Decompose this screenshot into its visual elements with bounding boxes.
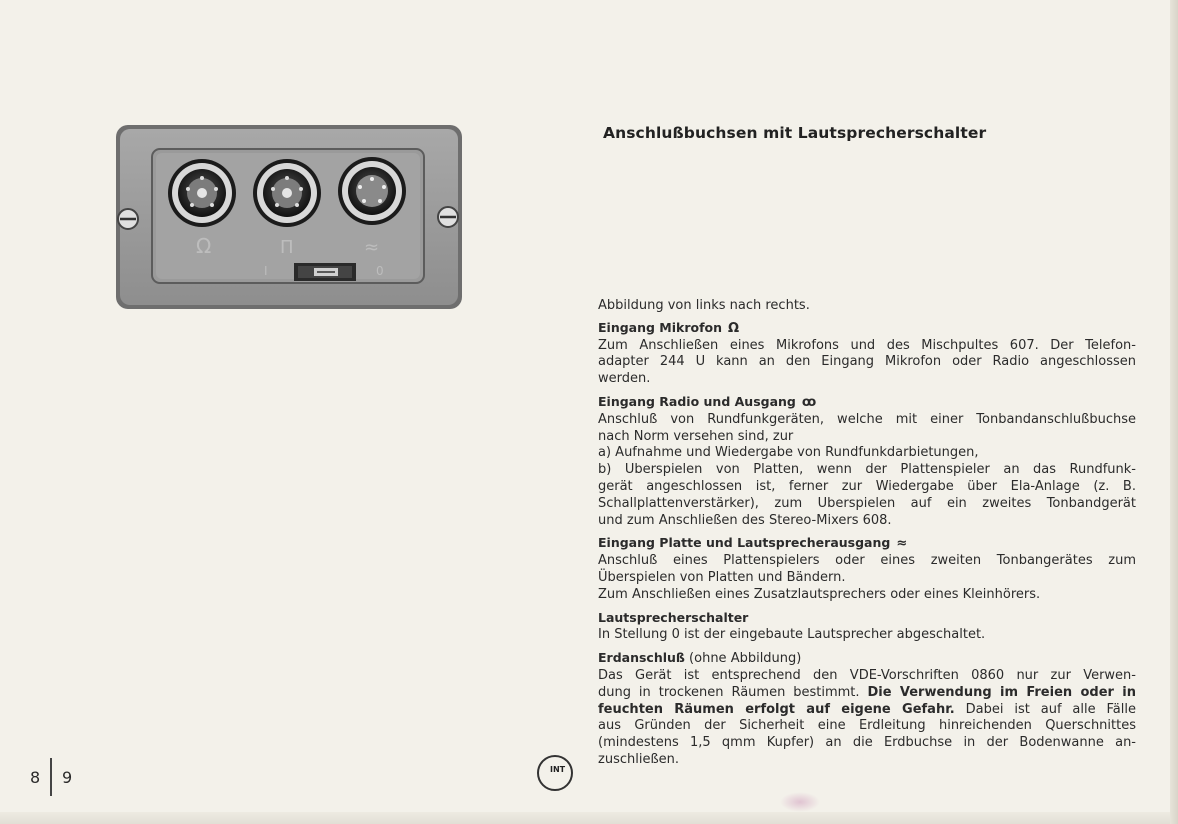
microphone-jack	[168, 159, 236, 227]
section-title-row	[598, 610, 1136, 628]
radio-symbol-icon: ꝏ	[801, 394, 817, 410]
section-speaker-switch	[598, 610, 1136, 645]
text-line: und zum Anschließen des Stereo-Mixers 608.	[598, 512, 892, 528]
phono-jack	[338, 157, 406, 225]
text-line: aus Gründen der Sicherheit eine Erdleitung hinreichenden Querschnittes	[598, 718, 1136, 734]
svg-text:I: I	[264, 264, 268, 278]
text-line: gerät angeschlossen ist, ferner zur Wiedergabe über Ela-Anlage (z. B.	[598, 478, 1136, 494]
svg-text:Ω: Ω	[196, 234, 212, 258]
section-title-row	[598, 535, 1136, 553]
text-segment: Dabei ist auf alle Fälle	[954, 701, 1136, 717]
text-line: Zum Anschließen eines Zusatzlautsprechers oder eines Kleinhörers.	[598, 586, 1041, 602]
svg-text:П: П	[280, 237, 294, 258]
body-text	[598, 298, 1136, 775]
text-segment: dung in trockenen Räumen bestimmt.	[598, 684, 868, 700]
int-logo	[537, 755, 573, 791]
text-line: Das Gerät ist entsprechend den VDE-Vorschriften 0860 nur zur Verwen-	[598, 667, 1136, 683]
svg-text:0: 0	[376, 264, 384, 278]
page-number-divider	[50, 758, 52, 796]
page-bottom-edge	[0, 812, 1170, 824]
left-screw	[118, 209, 138, 229]
text-line: (mindestens 1,5 qmm Kupfer) an die Erdbuchse in der Bodenwanne an-	[598, 735, 1136, 751]
microphone-symbol-icon: Ω	[728, 320, 740, 336]
text-line	[598, 702, 1136, 719]
section-title: Eingang Mikrofon	[598, 319, 723, 335]
socket-panel-photo	[114, 123, 464, 311]
section-title-row	[598, 394, 1136, 412]
section-title-row	[598, 650, 1136, 668]
section-title: Lautsprecherschalter	[598, 609, 749, 625]
warning-text: feuchten Räumen erfolgt auf eigene Gefahr.	[598, 701, 955, 717]
page-number-right: 9	[62, 768, 73, 787]
section-title: Erdanschluß	[598, 650, 685, 666]
right-screw	[438, 207, 458, 227]
radio-jack	[253, 159, 321, 227]
section-radio	[598, 394, 1136, 529]
text-line: werden.	[598, 371, 651, 387]
section-phono	[598, 535, 1136, 603]
text-line: Zum Anschließen eines Mikrofons und des Mischpultes 607. Der Telefon-	[598, 337, 1136, 353]
text-line: nach Norm versehen sind, zur	[598, 428, 794, 444]
text-line: b) Überspielen von Platten, wenn der Plattenspieler an das Rundfunk-	[598, 462, 1136, 478]
text-line: adapter 244 U kann an den Eingang Mikrofon oder Radio angeschlossen	[598, 354, 1136, 370]
warning-text: Die Verwendung im Freien oder in	[867, 684, 1136, 700]
loudspeaker-switch	[294, 263, 356, 281]
svg-text:≈: ≈	[364, 237, 380, 258]
phono-symbol-icon: ≈	[896, 536, 908, 552]
page-number-left: 8	[30, 768, 41, 787]
logo-text: INT	[550, 765, 566, 774]
page-edge	[1170, 0, 1178, 824]
section-title: Eingang Radio und Ausgang	[598, 393, 796, 409]
text-line: Anschluß von Rundfunkgeräten, welche mit einer Tonbandanschlußbuchse	[598, 411, 1136, 427]
text-line: zuschließen.	[598, 751, 680, 767]
socket-panel-illustration	[114, 123, 464, 311]
section-title-row	[598, 320, 1136, 338]
ink-stain	[780, 792, 820, 812]
text-line: Überspielen von Platten und Bändern.	[598, 569, 846, 585]
section-microphone	[598, 320, 1136, 388]
text-line: In Stellung 0 ist der eingebaute Lautsprecher abgeschaltet.	[598, 627, 986, 643]
page-heading: Anschlußbuchsen mit Lautsprecherschalter	[603, 124, 987, 142]
section-title: Eingang Platte und Lautsprecherausgang	[598, 535, 891, 551]
text-line: Schallplattenverstärker), zum Überspielen auf ein zweites Tonbandgerät	[598, 495, 1136, 511]
section-title-suffix: (ohne Abbildung)	[684, 651, 802, 667]
text-line: Anschluß eines Plattenspielers oder eines zweiten Tonbangerätes zum	[598, 553, 1136, 569]
text-line	[598, 685, 1136, 702]
section-earth	[598, 650, 1136, 769]
text-line: a) Aufnahme und Wiedergabe von Rundfunkdarbietungen,	[598, 445, 979, 461]
intro-text: Abbildung von links nach rechts.	[598, 298, 810, 313]
